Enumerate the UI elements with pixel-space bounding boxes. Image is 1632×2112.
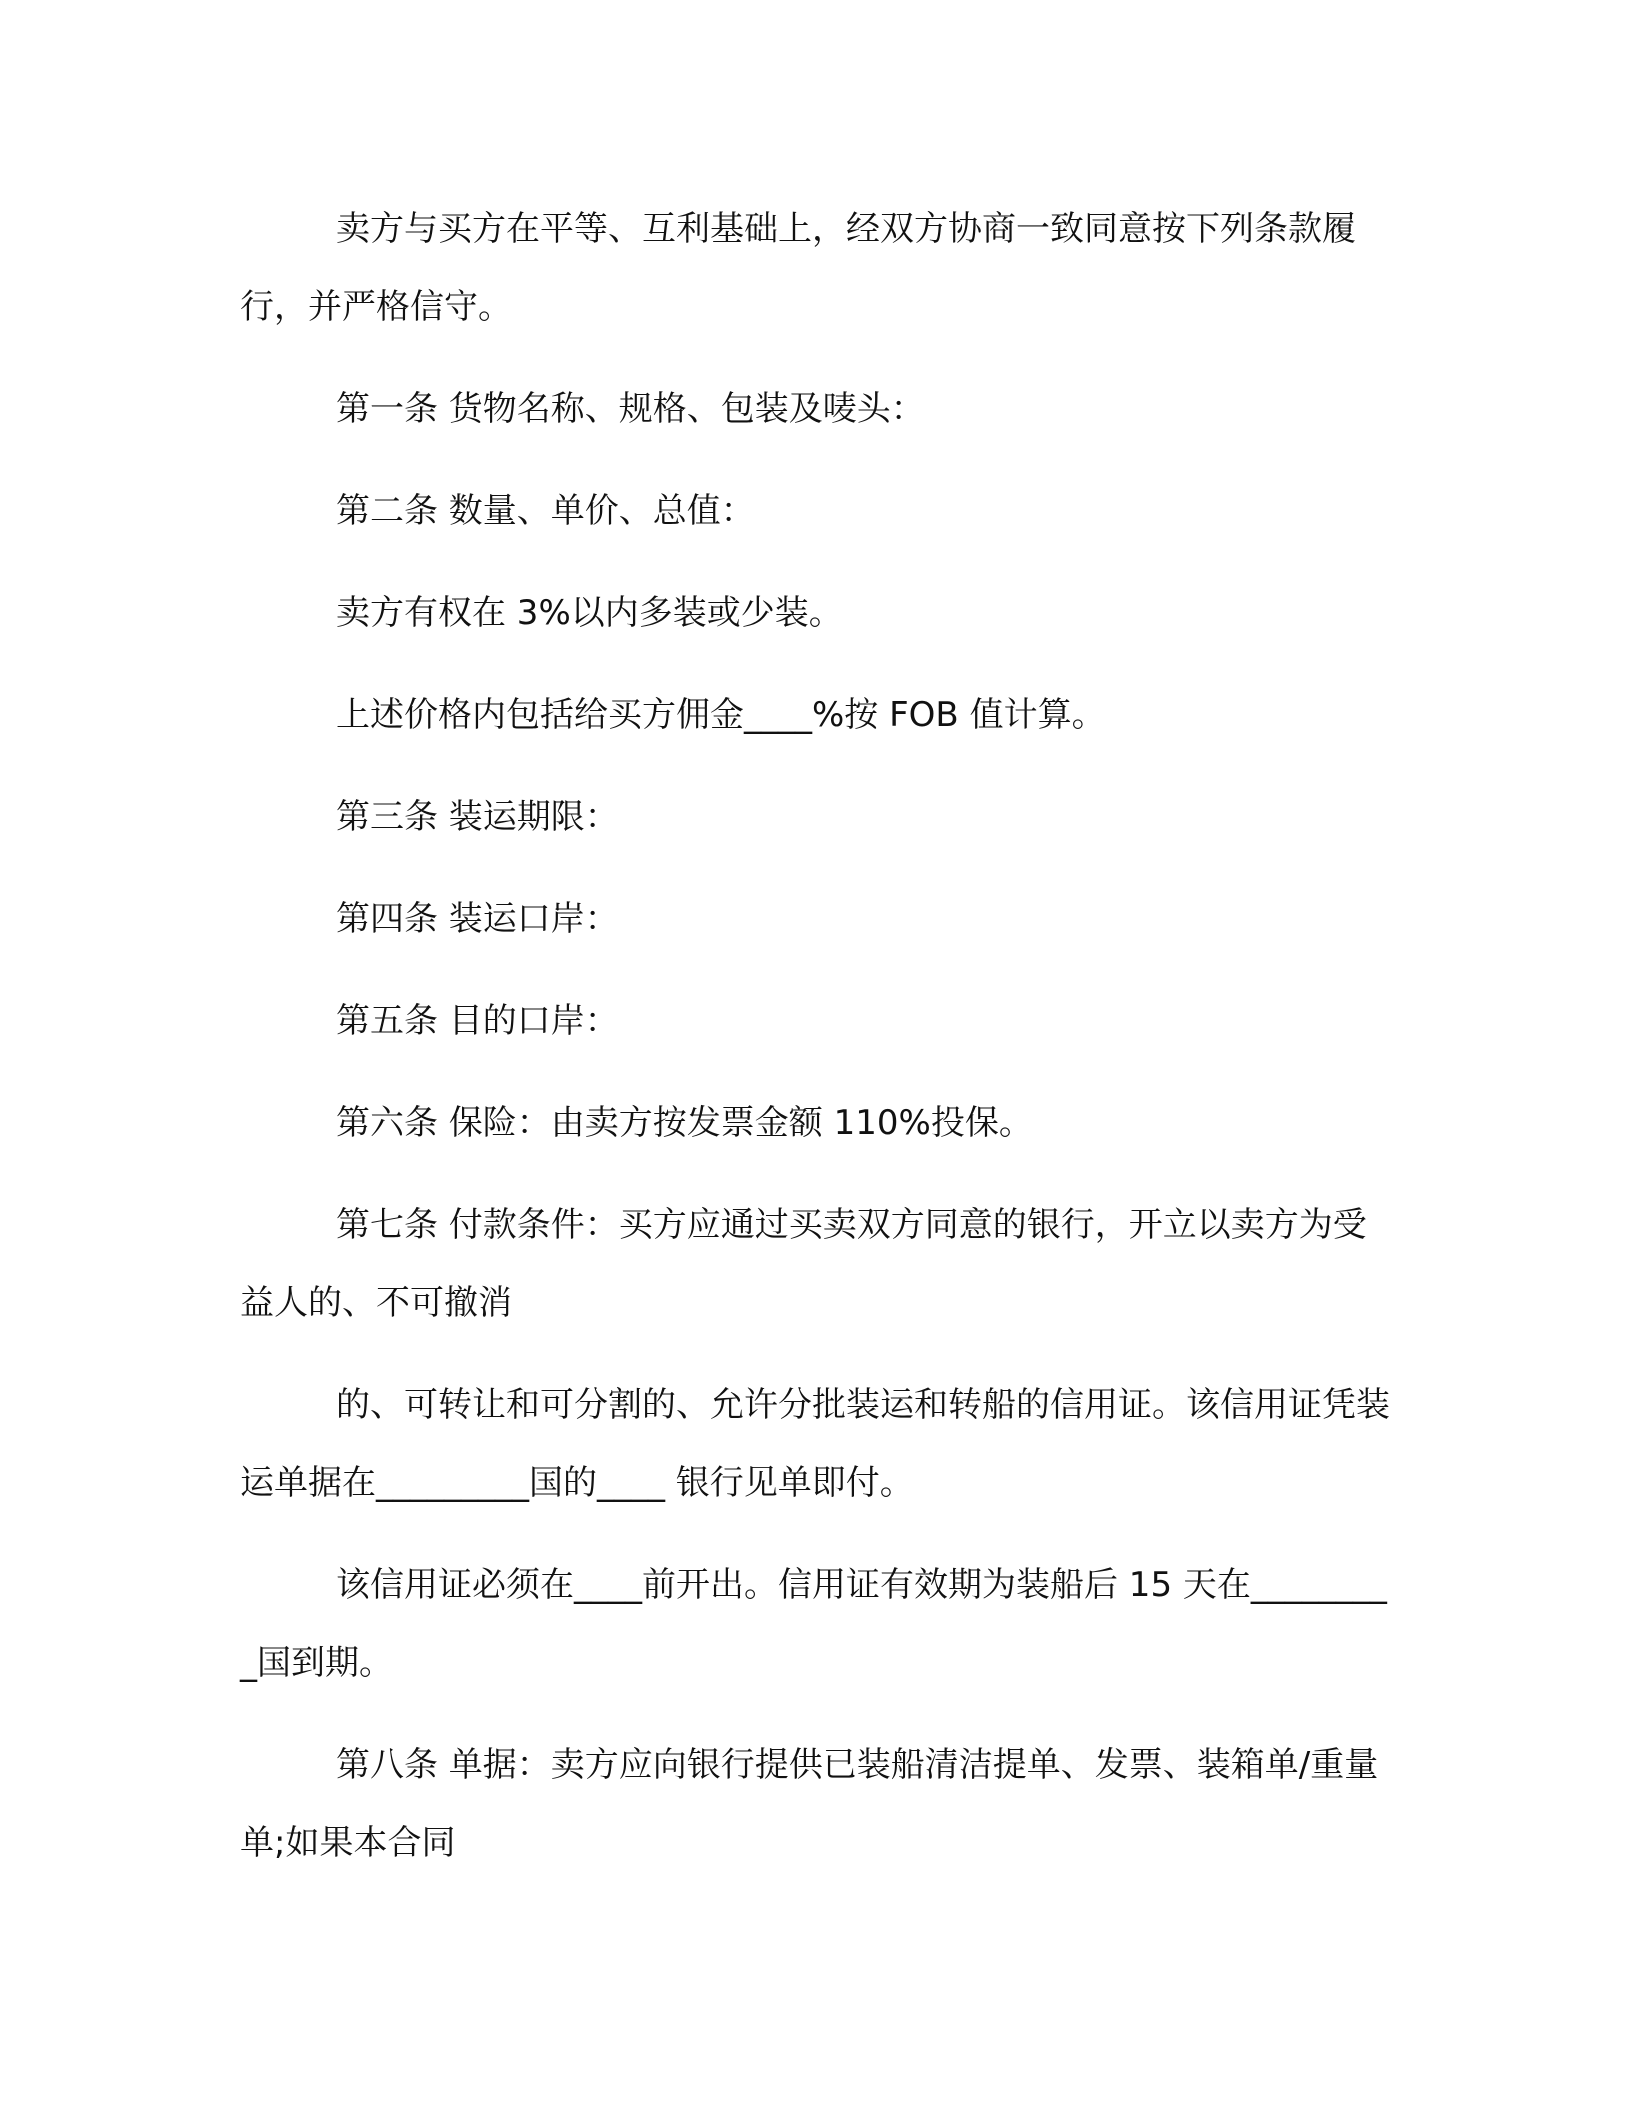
paragraph-article-4: 第四条 装运口岸： (336, 899, 619, 939)
paragraph-article-8: 第八条 单据：卖方应向银行提供已装船清洁提单、发票、装箱单/重量单;如果本合同 (240, 1745, 1379, 1863)
paragraph-credit-validity: 该信用证必须在____前开出。信用证有效期为装船后 15 天在_________国到期。 (240, 1565, 1387, 1683)
paragraph-article-7: 第七条 付款条件：买方应通过买卖双方同意的银行，开立以卖方为受益人的、不可撤消 (240, 1205, 1367, 1323)
paragraph-article-1: 第一条 货物名称、规格、包装及唛头： (336, 389, 925, 429)
paragraph-article-5: 第五条 目的口岸： (336, 1001, 619, 1041)
paragraph-article-6: 第六条 保险：由卖方按发票金额 110%投保。 (336, 1103, 1033, 1143)
paragraph-commission: 上述价格内包括给买方佣金____%按 FOB 值计算。 (336, 695, 1106, 735)
paragraph-intro: 卖方与买方在平等、互利基础上，经双方协商一致同意按下列条款履行，并严格信守。 (240, 209, 1356, 327)
paragraph-article-2: 第二条 数量、单价、总值： (336, 491, 755, 531)
paragraph-article-7-continued: 的、可转让和可分割的、允许分批装运和转船的信用证。该信用证凭装运单据在_________国的____ 银行见单即付。 (240, 1385, 1390, 1503)
document-body (240, 190, 1390, 1906)
paragraph-article-3: 第三条 装运期限： (336, 797, 619, 837)
paragraph-quantity-tolerance: 卖方有权在 3%以内多装或少装。 (336, 593, 843, 633)
